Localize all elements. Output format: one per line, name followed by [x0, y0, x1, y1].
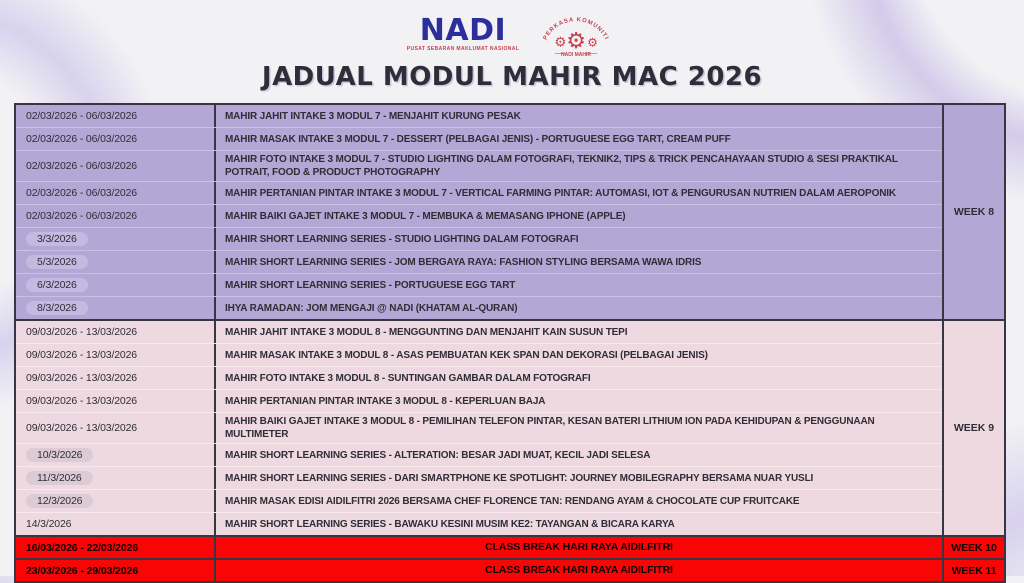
date-cell: [16, 537, 216, 558]
activity-cell: [216, 467, 942, 489]
break-activity-cell: [216, 560, 942, 581]
activity-text: MAHIR PERTANIAN PINTAR INTAKE 3 MODUL 8 - KEPERLUAN BAJA: [225, 395, 546, 407]
date-text: 02/03/2026 - 06/03/2026: [26, 110, 137, 122]
activity-text: MAHIR JAHIT INTAKE 3 MODUL 7 - MENJAHIT KURUNG PESAK: [225, 110, 521, 122]
activity-text: MAHIR PERTANIAN PINTAR INTAKE 3 MODUL 7 - VERTICAL FARMING PINTAR: AUTOMASI, IOT & PENGURUSAN NUTRIEN DALAM AEROPONIK: [225, 187, 896, 199]
activity-text: MAHIR SHORT LEARNING SERIES - ALTERATION: BESAR JADI MUAT, KECIL JADI SELESA: [225, 449, 651, 461]
date-text: 09/03/2026 - 13/03/2026: [26, 372, 137, 384]
schedule-row: [16, 389, 942, 412]
nadi-logo-tagline: PUSAT SEBARAN MAKLUMAT NASIONAL: [406, 46, 520, 52]
activity-text: MAHIR FOTO INTAKE 3 MODUL 7 - STUDIO LIGHTING DALAM FOTOGRAFI, TEKNIK2, TIPS & TRICK PENCAHAYAAN STUDIO & SESI PRAKTIKAL POTRAIT, FOOD & PRODUCT PHOTOGRAPHY: [225, 154, 898, 178]
schedule-row: [16, 343, 942, 366]
schedule-row: [16, 489, 942, 512]
date-cell: [16, 297, 216, 319]
section-rows: [16, 105, 942, 319]
date-cell: [16, 182, 216, 204]
week-text: WEEK 10: [951, 541, 997, 554]
week-label: [942, 560, 1004, 581]
date-text: 02/03/2026 - 06/03/2026: [26, 210, 137, 222]
schedule-row: [16, 296, 942, 319]
activity-text: MAHIR SHORT LEARNING SERIES - STUDIO LIGHTING DALAM FOTOGRAFI: [225, 233, 579, 245]
date-pill: 10/3/2026: [26, 448, 93, 462]
gear-icon: ⚙: [554, 34, 567, 50]
date-cell: [16, 444, 216, 466]
activity-cell: [216, 390, 942, 412]
break-activity-cell: [216, 537, 942, 558]
header: [0, 0, 1024, 100]
date-pill: 5/3/2026: [26, 255, 88, 269]
date-text: 09/03/2026 - 13/03/2026: [26, 326, 137, 338]
week-section: [16, 105, 1004, 319]
date-cell: [16, 205, 216, 227]
activity-cell: [216, 321, 942, 343]
activity-text: MAHIR BAIKI GAJET INTAKE 3 MODUL 8 - PEMILIHAN TELEFON PINTAR, KESAN BATERI LITHIUM ION PADA KEHIDUPAN & PENGGUNAAN MULTIMETER: [225, 416, 875, 440]
date-cell: [16, 367, 216, 389]
week-section: [16, 319, 1004, 535]
date-cell: [16, 128, 216, 150]
nadi-mahir-seal-icon: [535, 8, 617, 60]
schedule-table: [14, 103, 1006, 583]
schedule-row: [16, 204, 942, 227]
break-activity-text: CLASS BREAK HARI RAYA AIDILFITRI: [485, 540, 673, 553]
date-text: 09/03/2026 - 13/03/2026: [26, 395, 137, 407]
date-pill: 8/3/2026: [26, 301, 88, 315]
date-text: 02/03/2026 - 06/03/2026: [26, 187, 137, 199]
schedule-row: [16, 321, 942, 343]
activity-cell: [216, 344, 942, 366]
activity-cell: [216, 444, 942, 466]
nadi-logo: [406, 13, 520, 52]
week-label: WEEK 8: [942, 105, 1004, 319]
schedule-row: [16, 443, 942, 466]
date-cell: [16, 490, 216, 512]
date-text: 02/03/2026 - 06/03/2026: [26, 133, 137, 145]
schedule-row: [16, 273, 942, 296]
schedule-row: [16, 227, 942, 250]
activity-text: MAHIR MASAK INTAKE 3 MODUL 8 - ASAS PEMBUATAN KEK SPAN DAN DEKORASI (PELBAGAI JENIS): [225, 349, 708, 361]
activity-cell: [216, 513, 942, 535]
class-break-row: [16, 558, 1004, 581]
schedule-row: [16, 150, 942, 181]
date-pill: 6/3/2026: [26, 278, 88, 292]
date-text: 09/03/2026 - 13/03/2026: [26, 422, 137, 434]
activity-cell: [216, 151, 942, 181]
date-cell: [16, 274, 216, 296]
week-text: WEEK 11: [951, 564, 997, 577]
date-cell: [16, 321, 216, 343]
activity-text: MAHIR JAHIT INTAKE 3 MODUL 8 - MENGGUNTING DAN MENJAHIT KAIN SUSUN TEPI: [225, 326, 628, 338]
week-label: [942, 537, 1004, 558]
activity-cell: [216, 367, 942, 389]
activity-cell: [216, 128, 942, 150]
activity-cell: [216, 182, 942, 204]
class-break-row: [16, 535, 1004, 558]
activity-text: MAHIR SHORT LEARNING SERIES - BAWAKU KESINI MUSIM KE2: TAYANGAN & BICARA KARYA: [225, 518, 675, 530]
date-cell: [16, 344, 216, 366]
week-label: WEEK 9: [942, 321, 1004, 535]
activity-text: MAHIR FOTO INTAKE 3 MODUL 8 - SUNTINGAN GAMBAR DALAM FOTOGRAFI: [225, 372, 591, 384]
date-cell: [16, 151, 216, 181]
date-cell: [16, 105, 216, 127]
activity-cell: [216, 274, 942, 296]
schedule-row: [16, 181, 942, 204]
date-text: 23/03/2026 - 29/03/2026: [26, 564, 139, 577]
schedule-row: [16, 512, 942, 535]
activity-cell: [216, 205, 942, 227]
date-cell: [16, 513, 216, 535]
date-text: 16/03/2026 - 22/03/2026: [26, 541, 139, 554]
activity-text: MAHIR MASAK EDISI AIDILFITRI 2026 BERSAMA CHEF FLORENCE TAN: RENDANG AYAM & CHOCOLATE CUP FRUITCAKE: [225, 495, 800, 507]
activity-text: MAHIR MASAK INTAKE 3 MODUL 7 - DESSERT (PELBAGAI JENIS) - PORTUGUESE EGG TART, CREAM PUFF: [225, 133, 731, 145]
activity-cell: [216, 105, 942, 127]
activity-text: MAHIR SHORT LEARNING SERIES - DARI SMARTPHONE KE SPOTLIGHT: JOURNEY MOBILEGRAPHY BERSAMA NUAR YUSLI: [225, 472, 814, 484]
date-cell: [16, 467, 216, 489]
schedule-row: [16, 127, 942, 150]
page-title: JADUAL MODUL MAHIR MAC 2026: [261, 62, 763, 92]
activity-text: MAHIR SHORT LEARNING SERIES - PORTUGUESE EGG TART: [225, 279, 516, 291]
date-cell: [16, 413, 216, 443]
gear-icon: ⚙: [587, 35, 598, 50]
date-cell: [16, 251, 216, 273]
activity-text: MAHIR SHORT LEARNING SERIES - JOM BERGAYA RAYA: FASHION STYLING BERSAMA WAWA IDRIS: [225, 256, 702, 268]
activity-cell: [216, 297, 942, 319]
date-cell: [16, 390, 216, 412]
date-pill: 12/3/2026: [26, 494, 93, 508]
activity-cell: [216, 413, 942, 443]
nadi-logo-text: NADI: [419, 13, 507, 48]
date-text: 02/03/2026 - 06/03/2026: [26, 160, 137, 172]
logo-row: [407, 10, 618, 58]
date-text: 09/03/2026 - 13/03/2026: [26, 349, 137, 361]
activity-cell: [216, 490, 942, 512]
break-activity-text: CLASS BREAK HARI RAYA AIDILFITRI: [485, 563, 673, 576]
schedule-row: [16, 412, 942, 443]
date-cell: [16, 560, 216, 581]
activity-cell: [216, 251, 942, 273]
date-pill: 3/3/2026: [26, 232, 88, 246]
schedule-row: [16, 105, 942, 127]
section-rows: [16, 321, 942, 535]
activity-cell: [216, 228, 942, 250]
seal-top-text: PERKASA KOMUNITI: [542, 17, 610, 42]
activity-text: IHYA RAMADAN: JOM MENGAJI @ NADI (KHATAM AL-QURAN): [225, 302, 518, 314]
activity-text: MAHIR BAIKI GAJET INTAKE 3 MODUL 7 - MEMBUKA & MEMASANG IPHONE (APPLE): [225, 210, 626, 222]
schedule-row: [16, 250, 942, 273]
date-cell: [16, 228, 216, 250]
schedule-row: [16, 466, 942, 489]
date-pill: 11/3/2026: [26, 471, 93, 485]
schedule-row: [16, 366, 942, 389]
gear-icon: ⚙: [566, 28, 587, 54]
date-text: 14/3/2026: [26, 518, 72, 530]
seal-bottom-text: NADI MAHIR: [561, 51, 592, 58]
